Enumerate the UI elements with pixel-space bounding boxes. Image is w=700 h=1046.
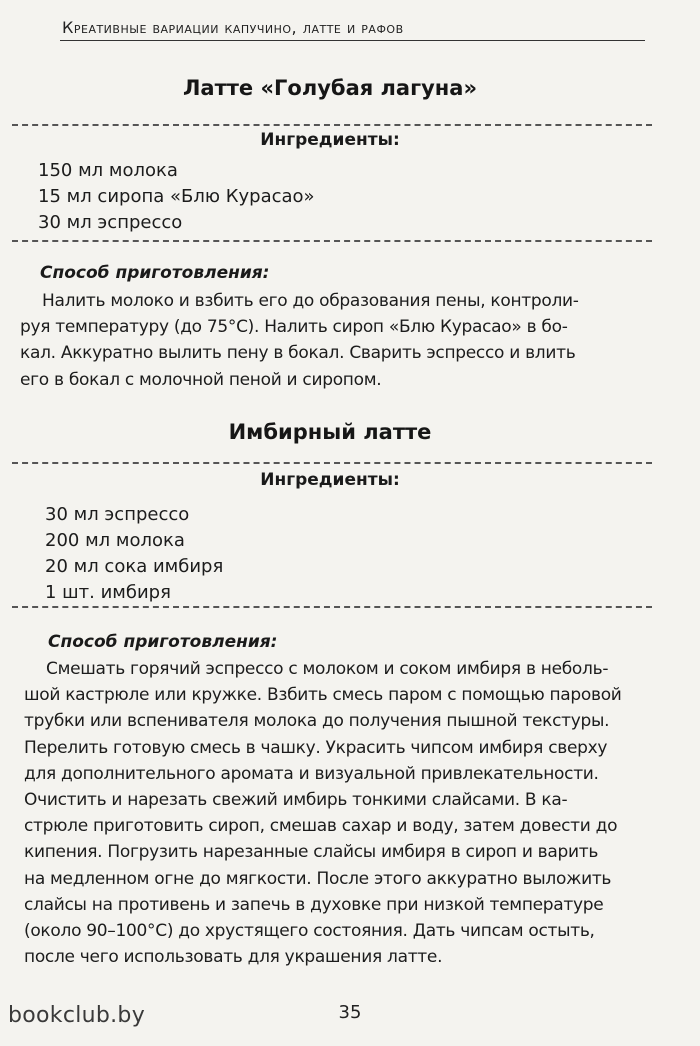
ingredients-list [38, 158, 315, 236]
method-line: его в бокал с молочной пеной и сиропом. [20, 369, 382, 390]
method-text [24, 656, 622, 970]
ingredient-item: 1 шт. имбиря [45, 582, 171, 603]
method-line: Очистить и нарезать свежий имбирь тонкими слайсами. В ка- [24, 790, 568, 811]
dashed-divider [12, 462, 652, 464]
ingredients-list [45, 502, 223, 606]
method-line: шой кастрюле или кружке. Взбить смесь паром с помощью паровой [24, 685, 622, 706]
header-rule [60, 40, 645, 41]
method-line: слайсы на противень и запечь в духовке при низкой температуре [24, 894, 604, 915]
ingredient-item: 150 мл молока [38, 160, 178, 181]
method-line: кипения. Погрузить нарезанные слайсы имбиря в сироп и варить [24, 842, 599, 863]
method-line: трубки или вспенивателя молока до получения пышной текстуры. [24, 711, 610, 732]
ingredient-item: 200 мл молока [45, 530, 185, 551]
running-header: Креативные вариации капучино, латте и рафов [62, 18, 404, 37]
method-line: после чего использовать для украшения латте. [24, 947, 443, 968]
dashed-divider [12, 124, 652, 126]
method-line: на медленном огне до мягкости. После этого аккуратно выложить [24, 868, 612, 889]
ingredient-item: 30 мл эспрессо [45, 504, 190, 525]
ingredients-heading: Ингредиенты: [260, 470, 400, 490]
method-line: (около 90–100°C) до хрустящего состояния. Дать чипсам остыть, [24, 921, 595, 942]
method-line: для дополнительного аромата и визуальной привлекательности. [24, 763, 599, 784]
method-line: руя температуру (до 75°C). Налить сироп «Блю Курасао» в бо- [20, 317, 568, 338]
recipe-title: Латте «Голубая лагуна» [182, 76, 478, 100]
method-text [20, 288, 579, 393]
ingredient-item: 15 мл сиропа «Блю Курасао» [38, 186, 315, 207]
recipe-title: Имбирный латте [228, 420, 432, 444]
method-line: кал. Аккуратно вылить пену в бокал. Сварить эспрессо и влить [20, 343, 576, 364]
method-line: стрюле приготовить сироп, смешав сахар и воду, затем довести до [24, 816, 618, 837]
ingredient-item: 20 мл сока имбиря [45, 556, 224, 577]
ingredients-heading: Ингредиенты: [260, 130, 400, 150]
method-line: Смешать горячий эспрессо с молоком и соком имбиря в неболь- [46, 659, 609, 679]
page-number: 35 [338, 1002, 362, 1023]
method-heading: Способ приготовления: [48, 632, 278, 652]
method-line: Налить молоко и взбить его до образования пены, контроли- [42, 291, 579, 311]
method-heading: Способ приготовления: [40, 263, 270, 283]
dashed-divider [12, 240, 652, 242]
ingredient-item: 30 мл эспрессо [38, 212, 183, 233]
method-line: Перелить готовую смесь в чашку. Украсить чипсом имбиря сверху [24, 737, 608, 758]
dashed-divider [12, 606, 652, 608]
watermark: bookclub.by [8, 1003, 146, 1028]
